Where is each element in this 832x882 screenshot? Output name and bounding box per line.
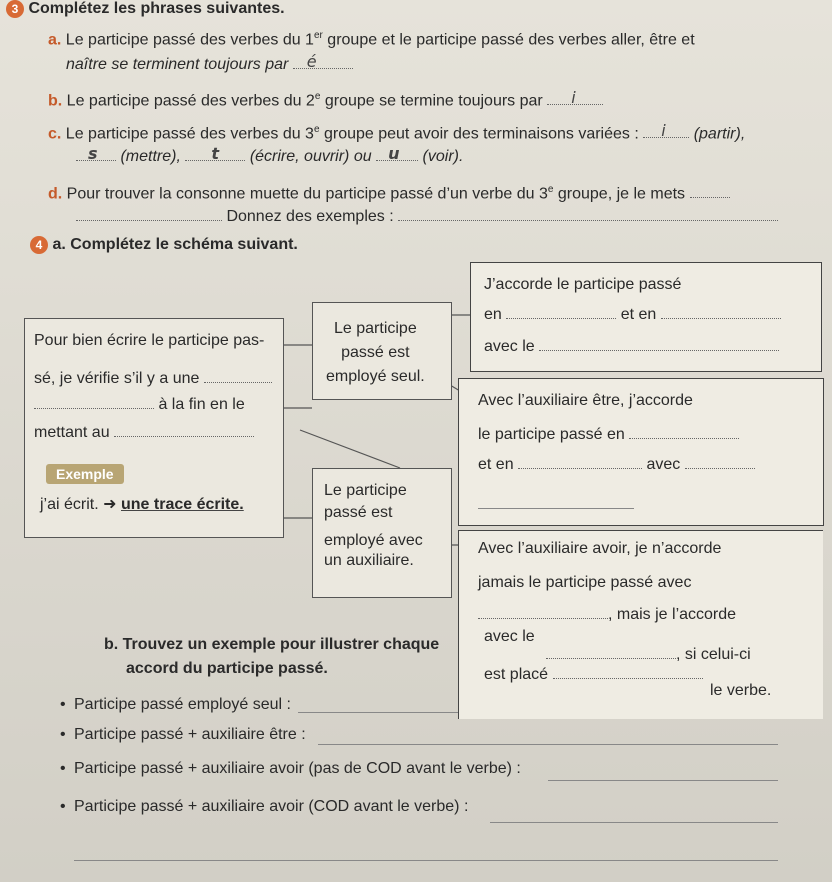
left-box-line3 — [34, 396, 245, 414]
item-text: (écrire, ouvrir) ou — [249, 148, 372, 165]
right-box-text: jamais le participe passé avec — [478, 574, 692, 591]
mid-box-2-text — [324, 482, 423, 570]
right-box-text: le participe passé en — [478, 426, 625, 443]
item-text: groupe et le participe passé des verbes aller, être et — [322, 31, 695, 49]
bullet-item: • Participe passé + auxiliaire avoir (COD avant le verbe) : — [74, 798, 468, 816]
handwritten-answer: t — [211, 144, 220, 163]
item-text: Donnez des exemples : — [226, 208, 394, 225]
right-box-text: , mais je l’accorde — [608, 606, 737, 623]
item-text: groupe, je le mets — [553, 185, 686, 203]
mid-box-line: un auxiliaire. — [324, 552, 414, 569]
superscript: e — [547, 184, 554, 195]
right-box-text: avec le — [484, 338, 535, 355]
example-sentence — [40, 494, 244, 514]
superscript: e — [314, 91, 321, 102]
item-text: (mettre), — [120, 148, 181, 165]
mid-box-line: employé avec — [324, 532, 423, 549]
item-text: Le participe passé des verbes du 3 — [65, 125, 314, 143]
right-box-text: J’accorde le participe passé — [484, 276, 682, 293]
answer-blank[interactable] — [506, 306, 616, 319]
item-text: groupe se termine toujours par — [320, 92, 543, 110]
mid-box-line: passé est — [341, 344, 410, 361]
connector-line — [300, 430, 400, 468]
answer-blank[interactable] — [114, 424, 254, 437]
answer-blank[interactable] — [539, 338, 779, 351]
mid-box-line: passé est — [324, 504, 393, 521]
right-box-1-line2 — [484, 306, 781, 324]
right-box-text: le verbe. — [710, 682, 772, 699]
mid-box-1-text — [326, 320, 425, 386]
answer-blank[interactable] — [490, 822, 778, 823]
right-box-2-line2 — [478, 426, 739, 444]
bullet-item: • Participe passé + auxiliaire avoir (pas de COD avant le verbe) : — [74, 760, 521, 778]
answer-blank[interactable] — [478, 508, 634, 509]
right-box-2-line3 — [478, 456, 755, 474]
example-text: j’ai écrit. — [40, 496, 99, 513]
answer-blank[interactable] — [629, 426, 739, 439]
right-box-text: avec le — [484, 628, 535, 645]
left-box-text: mettant au — [34, 424, 110, 441]
item-text: Le participe passé des verbes du 2 — [66, 92, 315, 110]
right-box-3-line3 — [478, 606, 736, 624]
left-box-text: à la fin en le — [158, 396, 245, 413]
right-box-1-line3 — [484, 338, 779, 356]
handwritten-answer: i — [571, 88, 576, 108]
right-box-3-line5 — [546, 646, 751, 664]
right-box-text: avec — [646, 456, 681, 473]
item-letter: b. — [48, 92, 63, 110]
right-box-text: et en — [620, 306, 657, 323]
right-box-text: Avec l’auxiliaire avoir, je n’accorde — [478, 540, 722, 557]
answer-blank[interactable] — [74, 860, 778, 861]
item-text: Pour trouver la consonne muette du participe passé d’un verbe du 3 — [66, 185, 548, 203]
example-label: Exemple — [46, 464, 124, 484]
answer-blank[interactable] — [546, 646, 676, 659]
exercise-number-badge: 3 — [6, 0, 24, 18]
item-letter: c. — [48, 125, 62, 143]
right-box-text: est placé — [484, 666, 549, 683]
item-text: groupe peut avoir des terminaisons variées : — [319, 125, 639, 143]
right-box-text: en — [484, 306, 502, 323]
mid-box-line: Le participe — [334, 320, 417, 337]
handwritten-answer: é — [306, 52, 317, 71]
item-text: naître se terminent toujours par — [66, 56, 289, 73]
item-text: Le participe passé des verbes du 1 — [65, 31, 314, 49]
right-box-text: , si celui-ci — [676, 646, 751, 663]
answer-blank[interactable] — [204, 370, 272, 383]
answer-blank[interactable] — [685, 456, 755, 469]
left-box-text: Pour bien écrire le participe pas- — [34, 332, 265, 349]
answer-blank[interactable] — [34, 396, 154, 409]
answer-blank[interactable] — [548, 780, 778, 781]
handwritten-answer: u — [388, 144, 400, 163]
left-box-line4 — [34, 424, 254, 442]
right-box-text: Avec l’auxiliaire être, j’accorde — [478, 392, 693, 409]
exercise-4b-title: b. Trouvez un exemple pour illustrer chaque — [104, 636, 440, 653]
handwritten-answer: i — [661, 121, 666, 141]
handwritten-answer: s — [88, 144, 98, 163]
answer-blank[interactable] — [553, 666, 703, 679]
item-letter: a. — [48, 31, 62, 49]
superscript: e — [313, 124, 320, 135]
exercise-4b-subtitle: accord du participe passé. — [126, 660, 328, 677]
exercise-number-badge: 4 — [30, 236, 48, 254]
mid-box-line: Le participe — [324, 482, 407, 499]
answer-blank[interactable] — [318, 744, 778, 745]
right-box-text: et en — [478, 456, 514, 473]
bullet-item: • Participe passé employé seul : — [74, 696, 291, 714]
item-text: (partir), — [693, 125, 746, 143]
answer-blank[interactable] — [661, 306, 781, 319]
item-letter: d. — [48, 185, 63, 203]
mid-box-line: employé seul. — [326, 368, 425, 385]
answer-blank[interactable] — [298, 712, 458, 713]
exercise-3-title: Complétez les phrases suivantes. — [28, 0, 285, 17]
answer-blank[interactable] — [518, 456, 642, 469]
item-text: (voir). — [422, 148, 464, 165]
left-box-text: sé, je vérifie s’il y a une — [34, 370, 200, 387]
arrow-icon: ➜ — [103, 496, 117, 513]
exercise-4a-title: a. Complétez le schéma suivant. — [52, 236, 298, 253]
superscript: er — [313, 30, 323, 41]
right-box-3-line6 — [484, 666, 703, 684]
answer-blank[interactable] — [478, 606, 608, 619]
example-result: une trace écrite. — [121, 496, 244, 513]
bullet-item: • Participe passé + auxiliaire être : — [74, 726, 306, 744]
left-box-line2 — [34, 370, 272, 388]
